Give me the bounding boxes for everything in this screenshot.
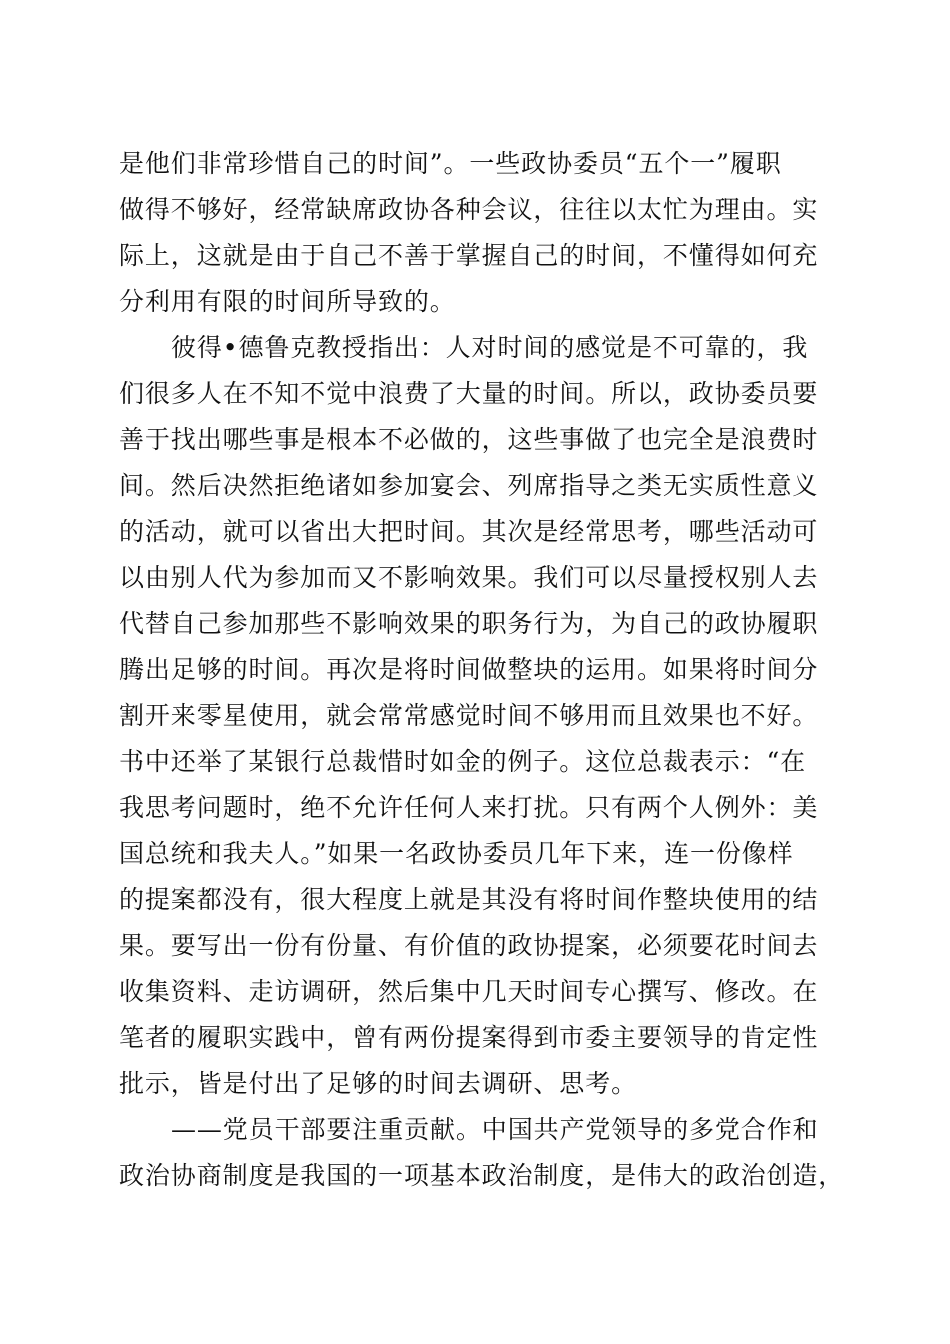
text-line: 间。然后决然拒绝诸如参加宴会、列席指导之类无实质性意义 — [119, 471, 819, 500]
paragraph-start-line: ——党员干部要注重贡献。中国共产党领导的多党合作和 — [171, 1115, 819, 1144]
text-line: 笔者的履职实践中，曾有两份提案得到市委主要领导的肯定性 — [119, 1023, 819, 1052]
text-line: 果。要写出一份有份量、有价值的政协提案，必须要花时间去 — [119, 931, 819, 960]
text-line: 们很多人在不知不觉中浪费了大量的时间。所以，政协委员要 — [119, 379, 819, 408]
text-line: 收集资料、走访调研，然后集中几天时间专心撰写、修改。在 — [119, 977, 819, 1006]
text-line: 的提案都没有，很大程度上就是其没有将时间作整块使用的结 — [119, 885, 819, 914]
body-text — [119, 141, 845, 1199]
text-line: 的活动，就可以省出大把时间。其次是经常思考，哪些活动可 — [119, 517, 819, 546]
text-line: 我思考问题时，绝不允许任何人来打扰。只有两个人例外：美 — [119, 793, 819, 822]
text-line: 以由别人代为参加而又不影响效果。我们可以尽量授权别人去 — [119, 563, 819, 592]
text-line: 善于找出哪些事是根本不必做的，这些事做了也完全是浪费时 — [119, 425, 819, 454]
text-line: 割开来零星使用，就会常常感觉时间不够用而且效果也不好。 — [119, 701, 819, 730]
text-line: 书中还举了某银行总裁惜时如金的例子。这位总裁表示：“在 — [119, 747, 807, 776]
text-line: 分利用有限的时间所导致的。 — [119, 287, 456, 316]
text-line: 国总统和我夫人。”如果一名政协委员几年下来，连一份像样 — [119, 839, 794, 868]
text-line: 际上，这就是由于自己不善于掌握自己的时间，不懂得如何充 — [119, 241, 819, 270]
text-line: 批示，皆是付出了足够的时间去调研、思考。 — [119, 1069, 638, 1098]
text-line: 是他们非常珍惜自己的时间”。一些政协委员“五个一”履职 — [119, 149, 782, 178]
text-line: 代替自己参加那些不影响效果的职务行为，为自己的政协履职 — [119, 609, 819, 638]
text-line: 做得不够好，经常缺席政协各种会议，往往以太忙为理由。实 — [119, 195, 819, 224]
paragraph-start-line: 彼得•德鲁克教授指出：人对时间的感觉是不可靠的，我 — [171, 333, 809, 362]
text-line: 政治协商制度是我国的一项基本政治制度，是伟大的政治创造， — [119, 1161, 845, 1190]
text-line: 腾出足够的时间。再次是将时间做整块的运用。如果将时间分 — [119, 655, 819, 684]
